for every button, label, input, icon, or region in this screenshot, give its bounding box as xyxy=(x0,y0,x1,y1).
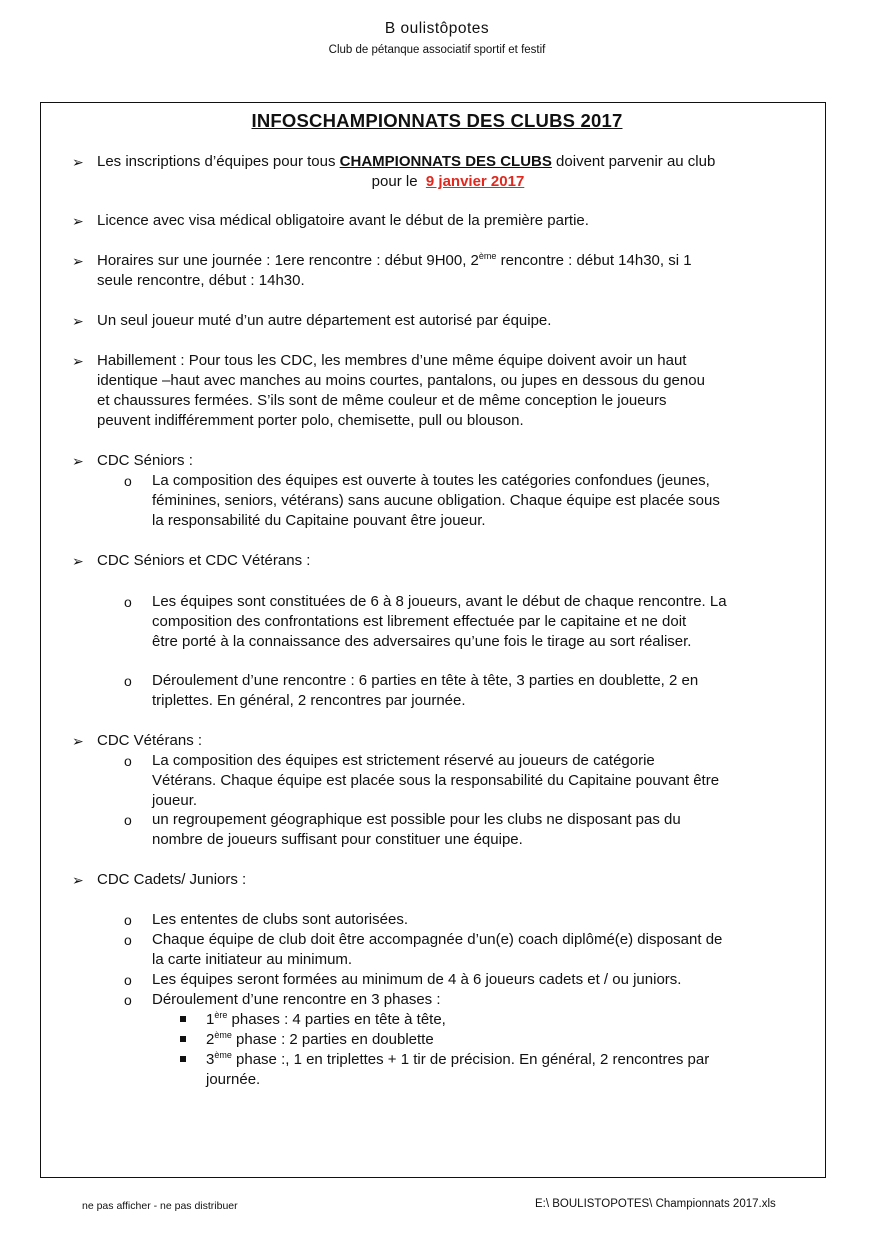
phase-1-text: phases : 4 parties en tête à tête, xyxy=(227,1011,446,1028)
seniors-veterans-item-2 xyxy=(124,671,824,711)
seniors-veterans-heading: CDC Séniors et CDC Vétérans : xyxy=(97,552,311,569)
seniors-heading: CDC Séniors : xyxy=(97,452,193,469)
habillement-l2: identique –haut avec manches au moins courtes, pantalons, ou jupes en dessous du genou xyxy=(97,372,705,389)
habillement-l3: et chaussures fermées. S’ils sont de même couleur et de même conception le joueurs xyxy=(97,392,667,409)
sv-item-1-l3: être porté à la connaissance des adversaires qu’une fois le tirage au sort réaliser. xyxy=(152,633,692,650)
cadets-item-3-text: Les équipes seront formées au minimum de 4 à 6 joueurs cadets et / ou juniors. xyxy=(152,971,682,988)
sv-item-2-l1: Déroulement d’une rencontre : 6 parties en tête à tête, 3 parties en doublette, 2 en xyxy=(152,672,699,689)
footer-notice: ne pas afficher - ne pas distribuer xyxy=(82,1200,238,1212)
phase-2 xyxy=(180,1030,820,1050)
circle-bullet-icon: o xyxy=(124,912,132,928)
mute-text: Un seul joueur muté d’un autre département est autorisé par équipe. xyxy=(97,312,552,329)
phase-3-number: 3 xyxy=(206,1051,215,1068)
horaires-sup: ème xyxy=(478,251,497,261)
seniors-item-1-l1: La composition des équipes est ouverte à toutes les catégories confondues (jeunes, xyxy=(152,472,710,489)
inscriptions-emphasis: CHAMPIONNATS DES CLUBS xyxy=(339,153,552,170)
arrow-bullet-icon: ➢ xyxy=(72,453,84,469)
deadline-date: 9 janvier 2017 xyxy=(425,173,525,190)
inscriptions-line2 xyxy=(72,172,824,192)
cadets-item-2-l2: la carte initiateur au minimum. xyxy=(152,951,353,968)
item-horaires xyxy=(72,251,824,291)
sv-item-1-l2: composition des confrontations est librement effectuée par le capitaine et ne doit xyxy=(152,613,687,630)
licence-text: Licence avec visa médical obligatoire avant le début de la première partie. xyxy=(97,212,589,229)
cadets-heading: CDC Cadets/ Juniors : xyxy=(97,871,247,888)
square-bullet-icon xyxy=(180,1056,186,1062)
horaires-text-end: rencontre : début 14h30, si 1 xyxy=(496,252,692,269)
arrow-bullet-icon: ➢ xyxy=(72,733,84,749)
square-bullet-icon xyxy=(180,1016,186,1022)
circle-bullet-icon: o xyxy=(124,932,132,948)
phase-3-line2: journée. xyxy=(206,1071,261,1088)
habillement-l1: Habillement : Pour tous les CDC, les membres d’une même équipe doivent avoir un haut xyxy=(97,352,687,369)
square-bullet-icon xyxy=(180,1036,186,1042)
phase-3 xyxy=(180,1050,820,1090)
seniors-item-1-l2: féminines, seniors, vétérans) sans aucune obligation. Chaque équipe est placée sous xyxy=(152,492,720,509)
cadets-item-4-text: Déroulement d’une rencontre en 3 phases : xyxy=(152,991,441,1008)
item-cdc-seniors xyxy=(72,451,824,471)
item-mute xyxy=(72,311,824,331)
circle-bullet-icon: o xyxy=(124,972,132,988)
arrow-bullet-icon: ➢ xyxy=(72,213,84,229)
habillement-l4: peuvent indifféremment porter polo, chemisette, pull ou blouson. xyxy=(97,412,524,429)
seniors-item-1 xyxy=(124,471,824,531)
veterans-item-1 xyxy=(124,751,824,811)
club-tagline: Club de pétanque associatif sportif et festif xyxy=(328,44,546,56)
document-title: INFOSCHAMPIONNATS DES CLUBS 2017 xyxy=(251,110,623,131)
item-inscriptions xyxy=(72,152,824,172)
phase-2-sup: ème xyxy=(214,1030,232,1040)
sv-item-2-l2: triplettes. En général, 2 rencontres par journée. xyxy=(152,692,466,709)
vet-item-1-l3: joueur. xyxy=(152,792,198,809)
club-name: B oulistôpotes xyxy=(384,20,490,37)
item-habillement xyxy=(72,351,824,431)
circle-bullet-icon: o xyxy=(124,812,132,828)
phase-3-sup: ème xyxy=(214,1050,232,1060)
cadets-item-1 xyxy=(124,910,824,930)
horaires-line2: seule rencontre, début : 14h30. xyxy=(97,272,305,289)
arrow-bullet-icon: ➢ xyxy=(72,353,84,369)
arrow-bullet-icon: ➢ xyxy=(72,154,84,170)
item-cdc-cadets xyxy=(72,870,824,890)
cadets-item-4 xyxy=(124,990,824,1010)
phase-2-text: phase : 2 parties en doublette xyxy=(231,1031,434,1048)
phase-3-text: phase :, 1 en triplettes + 1 tir de précision. En général, 2 rencontres par xyxy=(231,1051,710,1068)
phase-2-number: 2 xyxy=(206,1031,215,1048)
veterans-item-2 xyxy=(124,810,824,850)
cadets-item-2-l1: Chaque équipe de club doit être accompagnée d’un(e) coach diplômé(e) disposant de xyxy=(152,931,723,948)
vet-item-1-l2: Vétérans. Chaque équipe est placée sous la responsabilité du Capitaine pouvant être xyxy=(152,772,720,789)
footer-file-path: E:\ BOULISTOPOTES\ Championnats 2017.xls xyxy=(535,1198,776,1210)
veterans-heading: CDC Vétérans : xyxy=(97,732,203,749)
vet-item-2-l2: nombre de joueurs suffisant pour constituer une équipe. xyxy=(152,831,523,848)
circle-bullet-icon: o xyxy=(124,673,132,689)
circle-bullet-icon: o xyxy=(124,594,132,610)
vet-item-2-l1: un regroupement géographique est possible pour les clubs ne disposant pas du xyxy=(152,811,681,828)
circle-bullet-icon: o xyxy=(124,992,132,1008)
arrow-bullet-icon: ➢ xyxy=(72,553,84,569)
item-cdc-veterans xyxy=(72,731,824,751)
phase-1-number: 1 xyxy=(206,1011,215,1028)
horaires-text: Horaires sur une journée : 1ere rencontre : début 9H00, 2 xyxy=(97,252,479,269)
arrow-bullet-icon: ➢ xyxy=(72,253,84,269)
circle-bullet-icon: o xyxy=(124,753,132,769)
cadets-item-1-text: Les ententes de clubs sont autorisées. xyxy=(152,911,408,928)
phase-1 xyxy=(180,1010,820,1030)
vet-item-1-l1: La composition des équipes est strictement réservé au joueurs de catégorie xyxy=(152,752,655,769)
inscriptions-text: Les inscriptions d’équipes pour tous xyxy=(97,153,340,170)
item-licence xyxy=(72,211,824,231)
sv-item-1-l1: Les équipes sont constituées de 6 à 8 joueurs, avant le début de chaque rencontre. La xyxy=(152,593,727,610)
item-cdc-seniors-veterans xyxy=(72,551,824,571)
seniors-veterans-item-1 xyxy=(124,592,824,652)
arrow-bullet-icon: ➢ xyxy=(72,313,84,329)
circle-bullet-icon: o xyxy=(124,473,132,489)
cadets-item-2 xyxy=(124,930,824,970)
inscriptions-line2-text: pour le xyxy=(371,173,422,190)
phase-1-sup: ère xyxy=(214,1010,228,1020)
inscriptions-text-end: doivent parvenir au club xyxy=(551,153,716,170)
cadets-item-3 xyxy=(124,970,824,990)
arrow-bullet-icon: ➢ xyxy=(72,872,84,888)
seniors-item-1-l3: la responsabilité du Capitaine pouvant être joueur. xyxy=(152,512,486,529)
